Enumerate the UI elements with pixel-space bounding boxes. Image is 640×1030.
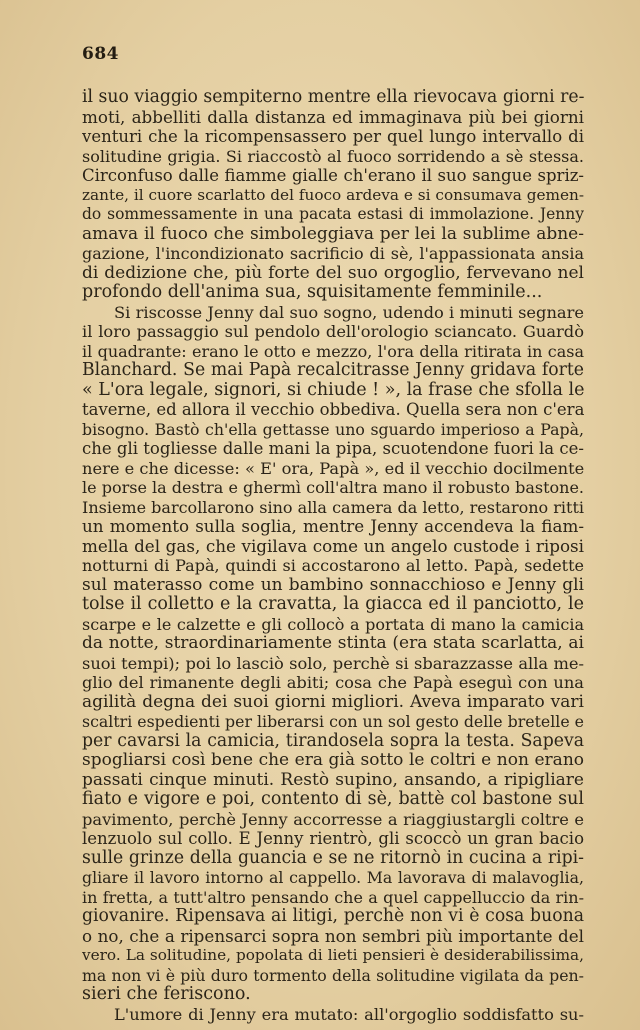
text-line: di dedizione che, più forte del suo orgoglio, fervevano nel	[82, 263, 584, 283]
text-line: venturi che la ricompensassero per quel lungo intervallo di	[82, 127, 584, 146]
text-line: gazione, l'incondizionato sacrificio di sè, l'appassionata ansia	[82, 244, 584, 263]
text-line: che gli togliesse dalle mani la pipa, scuotendone fuori la ce-	[82, 439, 584, 458]
text-line: suoi tempi); poi lo lasciò solo, perchè si sbarazzasse alla me-	[82, 653, 584, 673]
page-number: 684	[82, 44, 119, 64]
text-line: mella del gas, che vigilava come un angelo custode i riposi	[82, 536, 584, 556]
text-line: Blanchard. Se mai Papà recalcitrasse Jenny gridava forte	[82, 361, 584, 380]
text-line: nere e che dicesse: « E' ora, Papà », ed il vecchio docilmente	[82, 458, 584, 478]
text-line: pavimento, perchè Jenny accorresse a riaggiustargli coltre e	[82, 809, 584, 829]
text-line: moti, abbelliti dalla distanza ed immaginava più bei giorni	[82, 107, 584, 127]
text-line: L'umore di Jenny era mutato: all'orgoglio soddisfatto su-	[114, 1004, 584, 1024]
text-line: il suo viaggio sempiterno mentre ella rievocava giorni re-	[82, 88, 584, 107]
text-line: o no, che a ripensarci sopra non sembri più importante del	[82, 926, 584, 946]
text-line: giovanire. Ripensava ai litigi, perchè non vi è cosa buona	[82, 907, 584, 926]
text-line: da notte, straordinariamente stinta (era stata scarlatta, ai	[82, 634, 584, 653]
text-line: per cavarsi la camicia, tirandosela sopra la testa. Sapeva	[82, 731, 584, 751]
text-line: passati cinque minuti. Restò supino, ansando, a ripigliare	[82, 770, 584, 790]
text-line: bisogno. Bastò ch'ella gettasse uno sguardo imperioso a Papà,	[82, 419, 584, 439]
text-line: Circonfuso dalle fiamme gialle ch'erano il suo sangue spriz-	[82, 166, 584, 185]
text-line: « L'ora legale, signori, si chiude ! », la frase che sfolla le	[82, 380, 584, 400]
text-line: un momento sulla soglia, mentre Jenny accendeva la fiam-	[82, 517, 584, 536]
text-line: notturni di Papà, quindi si accostarono al letto. Papà, sedette	[82, 556, 584, 575]
text-line: fiato e vigore e poi, contento di sè, battè col bastone sul	[82, 790, 584, 809]
text-line: in fretta, a tutt'altro pensando che a quel cappelluccio da rin-	[82, 887, 584, 907]
text-line: ma non vi è più duro tormento della solitudine vigilata da pen-	[82, 965, 584, 985]
text-line: solitudine grigia. Si riaccostò al fuoco sorridendo a sè stessa.	[82, 146, 584, 166]
text-line: do sommessamente in una pacata estasi di immolazione. Jenny	[82, 205, 584, 223]
text-line: zante, il cuore scarlatto del fuoco ardeva e si consumava gemen-	[82, 185, 584, 204]
body-text	[82, 88, 584, 1024]
text-line: profondo dell'anima sua, squisitamente femminile...	[82, 283, 543, 302]
text-line: glio del rimanente degli abiti; cosa che Papà eseguì con una	[82, 673, 584, 692]
text-line: sulle grinze della guancia e se ne ritornò in cucina a ripi-	[82, 848, 584, 868]
text-line: il loro passaggio sul pendolo dell'orologio sciancato. Guardò	[82, 322, 584, 341]
text-line: le porse la destra e ghermì coll'altra mano il robusto bastone.	[82, 478, 584, 497]
text-line: gliare il lavoro intorno al cappello. Ma lavorava di malavoglia,	[82, 868, 584, 887]
text-line: sieri che feriscono.	[82, 985, 251, 1004]
text-line: spogliarsi così bene che era già sotto le coltri e non erano	[82, 751, 584, 770]
text-line: amava il fuoco che simboleggiava per lei la sublime abne-	[82, 224, 584, 244]
text-line: il quadrante: erano le otto e mezzo, l'ora della ritirata in casa	[82, 341, 584, 361]
text-line: vero. La solitudine, popolata di lieti pensieri è desiderabilissima,	[82, 946, 584, 964]
text-line: scaltri espedienti per liberarsi con un sol gesto delle bretelle e	[82, 712, 584, 731]
text-line: Insieme barcollarono sino alla camera da letto, restarono ritti	[82, 497, 584, 517]
text-line: agilità degna dei suoi giorni migliori. Aveva imparato vari	[82, 692, 584, 712]
text-line: Si riscosse Jenny dal suo sogno, udendo i minuti segnare	[114, 302, 584, 322]
text-line: taverne, ed allora il vecchio obbediva. Quella sera non c'era	[82, 400, 584, 419]
text-line: tolse il colletto e la cravatta, la giacca ed il panciotto, le	[82, 595, 584, 614]
text-line: scarpe e le calzette e gli collocò a portata di mano la camicia	[82, 614, 584, 634]
text-line: sul materasso come un bambino sonnacchioso e Jenny gli	[82, 575, 584, 595]
text-line: lenzuolo sul collo. E Jenny rientrò, gli scoccò un gran bacio	[82, 829, 584, 848]
